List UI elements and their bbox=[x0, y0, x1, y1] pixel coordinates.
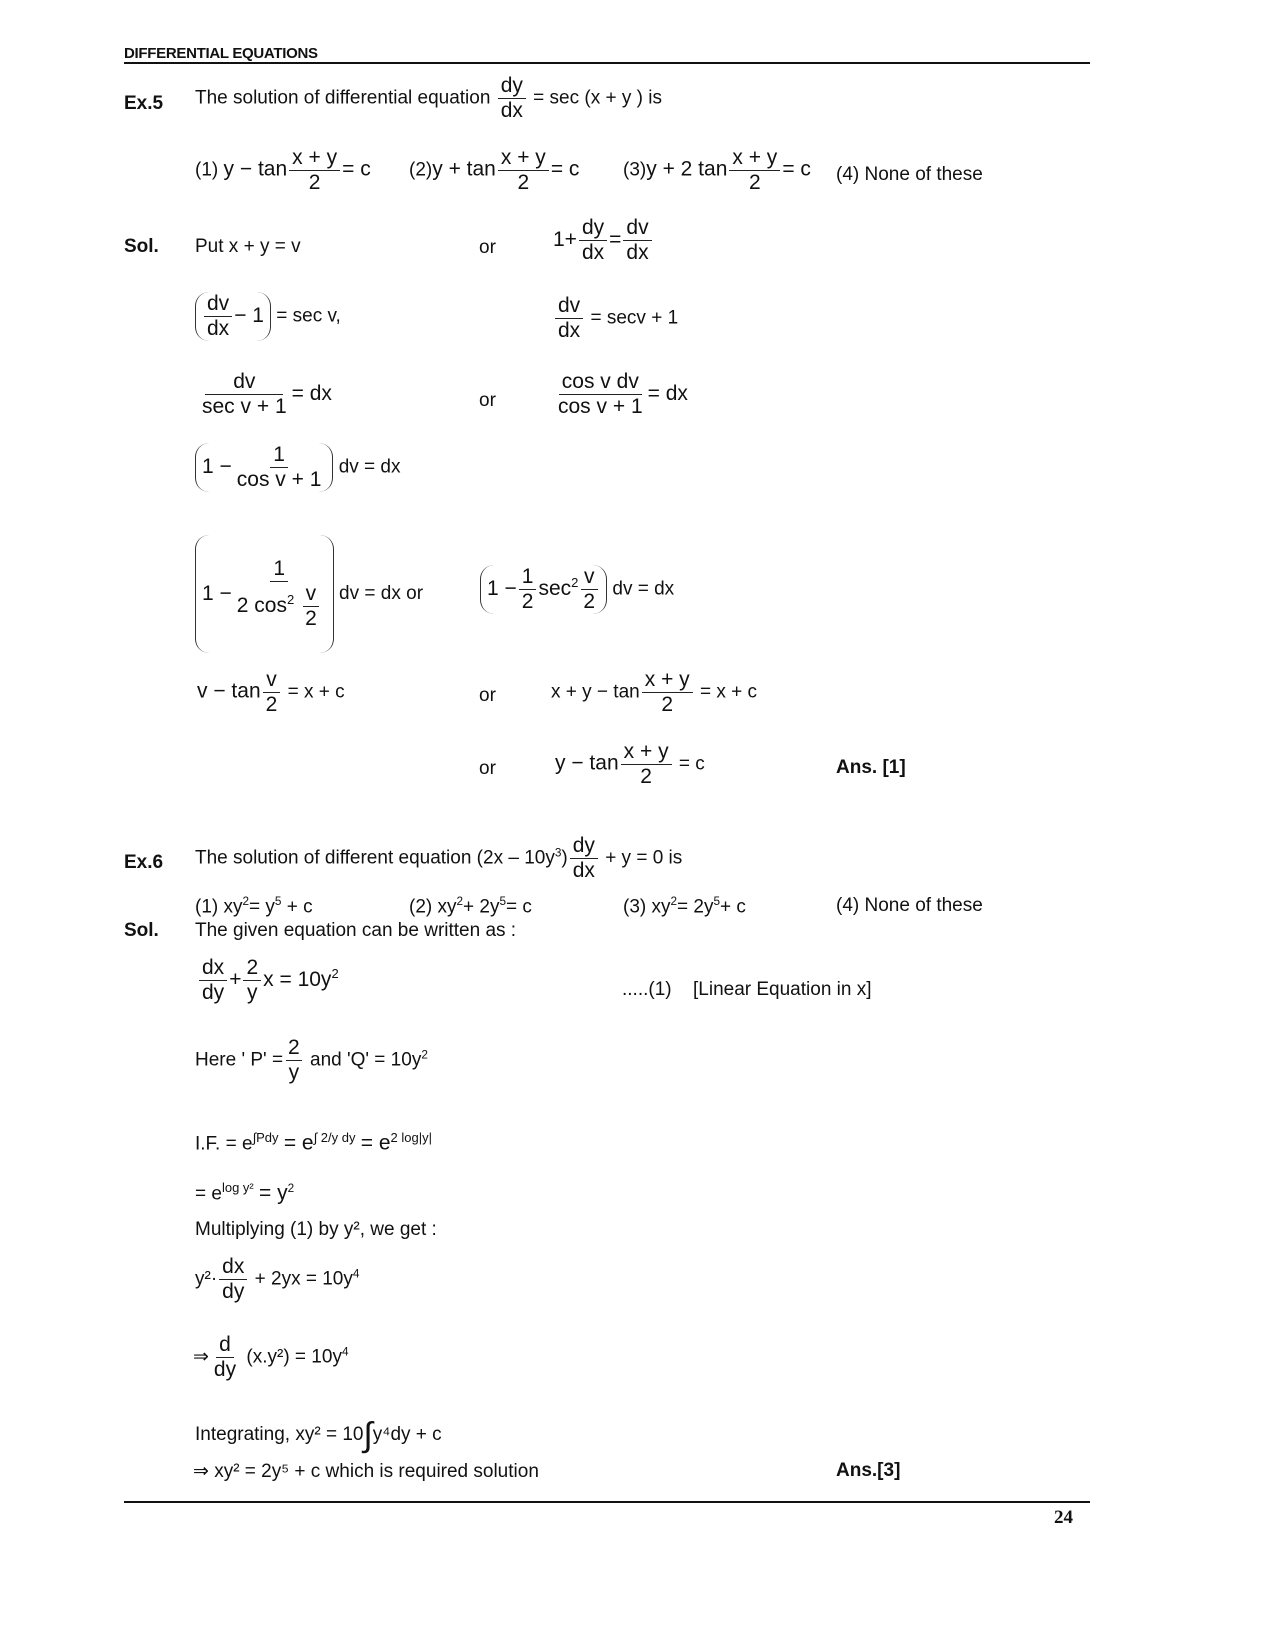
step-5-right: 1 − $\frac{1}{2}$ $\sec^2$ $\frac{v}{2}$ dv = dx bbox=[480, 565, 674, 614]
ex6-step-multiplied: y²· $\frac{dx}{dy}$ + $2yx = 10y^4$ bbox=[195, 1255, 360, 1304]
ex6-solution: ⇒ xy² = 2y⁵ + c which is required solution bbox=[193, 1461, 539, 1482]
footer-rule bbox=[124, 1501, 1090, 1503]
ex5-answer: Ans. [1] bbox=[836, 757, 906, 778]
ex6-sol-label: Sol. bbox=[124, 920, 159, 941]
ex6-integrating: Integrating, xy² = 10∫y⁴dy + c bbox=[195, 1416, 442, 1454]
step-3-left: $\frac{dv}{\text{sec v + 1}}$ = dx bbox=[202, 370, 332, 419]
ex6-intro: The given equation can be written as : bbox=[195, 920, 517, 941]
ex5-sol-label: Sol. bbox=[124, 236, 159, 257]
ex6-label: Ex.6 bbox=[124, 852, 164, 873]
equation-note: [Linear Equation in x] bbox=[693, 979, 872, 1000]
ex6-p-q: Here ' P' = $\frac{2}{y}$ and '$Q' = 10y^2$ bbox=[195, 1036, 428, 1085]
or-connector: or bbox=[479, 758, 496, 779]
step-derivative: 1+ $\frac{dy}{dx}$ = $\frac{dv}{dx}$ bbox=[553, 216, 654, 265]
step-6-right: x + y − tan $\frac{x + y}{2}$ = x + c bbox=[551, 668, 757, 717]
ex6-multiplying: Multiplying (1) by y², we get : bbox=[195, 1219, 437, 1240]
step-substitution: Put x + y = v bbox=[195, 236, 301, 257]
fraction: $\frac{dy}{dx}$ bbox=[498, 74, 526, 123]
header-rule bbox=[124, 62, 1090, 64]
step-7-final: y − tan $\frac{x + y}{2}$ = c bbox=[555, 740, 705, 789]
or-connector: or bbox=[479, 390, 496, 411]
page-number: 24 bbox=[1054, 1507, 1073, 1528]
step-3-right: $\frac{\text{cos v dv}}{\text{cos v + 1}}$ = dx bbox=[558, 370, 688, 419]
ex6-option-4: (4) None of these bbox=[836, 895, 983, 916]
ex6-option-2: (2) $xy^2+ 2y^5= c$ bbox=[409, 895, 532, 918]
ex6-if-simplified: = $e^{log y^2} = y^2$ bbox=[195, 1180, 295, 1205]
or-connector: or bbox=[479, 237, 496, 258]
step-5-left: 1 − 1 2 $\cos^2$ $\frac{v}{2}$ dv = dx or bbox=[195, 535, 423, 653]
ex5-option-1: (1) y − tan $\frac{x + y}{2}$ = c bbox=[195, 146, 371, 195]
step-4: 1 − $\frac{1}{\text{cos v + 1}}$ dv = dx bbox=[195, 443, 401, 492]
ex6-linear-eq: $\frac{dx}{dy}$ + $\frac{2}{y}$ $x = 10y^2$ bbox=[197, 956, 339, 1005]
ex5-option-2: (2)y + tan $\frac{x + y}{2}$ = c bbox=[409, 146, 580, 195]
ex6-question: The solution of different equation $(2x - 10y^3)$ $\frac{dy}{dx}$ + y = 0 is bbox=[195, 834, 683, 883]
or-connector: or bbox=[479, 685, 496, 706]
running-header: DIFFERENTIAL EQUATIONS bbox=[124, 45, 318, 62]
ex6-integrating-factor: I.F. = $e^{\int Pdy} = e^{\int 2/y dy} = e^{2 log|y|}$ bbox=[195, 1130, 432, 1155]
ex6-option-3: (3) $xy^2= 2y^5+ c$ bbox=[623, 895, 746, 918]
ex6-answer: Ans.[3] bbox=[836, 1460, 901, 1481]
step-2-right: $\frac{dv}{dx}$ = secv + 1 bbox=[553, 294, 678, 343]
ex5-option-4: (4) None of these bbox=[836, 164, 983, 185]
ex6-step-exact: ⇒ $\frac{d}{dy}$ $(x.y^2) = 10y^4$ bbox=[193, 1333, 349, 1382]
ex5-question: The solution of differential equation $\frac{dy}{dx}$ = sec (x + y ) is bbox=[195, 74, 662, 123]
ex5-option-3: (3)y + 2 tan $\frac{x + y}{2}$ = c bbox=[623, 146, 811, 195]
ex5-label: Ex.5 bbox=[124, 93, 164, 114]
ex6-option-1: (1) $xy^2= y^5 + c$ bbox=[195, 895, 313, 918]
equation-tag: .....(1) bbox=[622, 979, 672, 1000]
step-6-left: v − tan $\frac{v}{2}$ = x + c bbox=[197, 668, 345, 717]
step-2-left: $\frac{dv}{dx}$ − 1 = sec v, bbox=[195, 292, 341, 341]
